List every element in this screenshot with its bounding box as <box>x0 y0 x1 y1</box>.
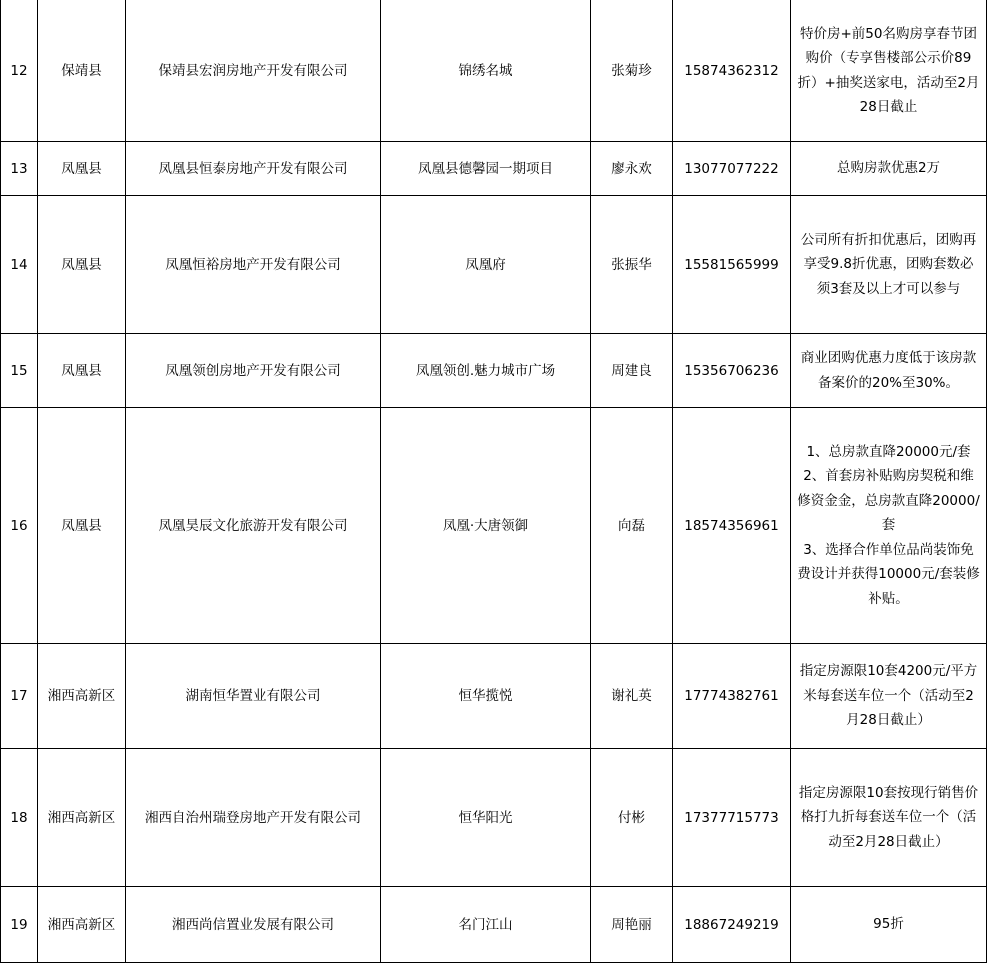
county-cell: 保靖县 <box>38 0 126 142</box>
project-cell: 锦绣名城 <box>381 0 591 142</box>
contact-cell: 周艳丽 <box>591 887 673 963</box>
contact-cell: 张菊珍 <box>591 0 673 142</box>
contact-cell: 付彬 <box>591 749 673 887</box>
company-cell: 湖南恒华置业有限公司 <box>126 644 381 749</box>
project-cell: 凤凰县德馨园一期项目 <box>381 142 591 196</box>
project-cell: 凤凰·大唐领御 <box>381 408 591 644</box>
project-cell: 凤凰领创.魅力城市广场 <box>381 334 591 408</box>
offer-cell: 1、总房款直降20000元/套 2、首套房补贴购房契税和维修资金金，总房款直降20000/套 3、选择合作单位品尚装饰免费设计并获得10000元/套装修补贴。 <box>791 408 987 644</box>
table-row <box>1 196 987 334</box>
company-cell: 湘西尚信置业发展有限公司 <box>126 887 381 963</box>
company-cell: 保靖县宏润房地产开发有限公司 <box>126 0 381 142</box>
row-number: 17 <box>1 644 38 749</box>
company-cell: 凤凰县恒泰房地产开发有限公司 <box>126 142 381 196</box>
phone-cell: 17377715773 <box>673 749 791 887</box>
project-cell: 名门江山 <box>381 887 591 963</box>
phone-cell: 17774382761 <box>673 644 791 749</box>
contact-cell: 向磊 <box>591 408 673 644</box>
row-number: 16 <box>1 408 38 644</box>
phone-cell: 13077077222 <box>673 142 791 196</box>
phone-cell: 18574356961 <box>673 408 791 644</box>
offer-cell: 95折 <box>791 887 987 963</box>
offer-cell: 指定房源限10套4200元/平方米每套送车位一个（活动至2月28日截止） <box>791 644 987 749</box>
table-row <box>1 644 987 749</box>
phone-cell: 15581565999 <box>673 196 791 334</box>
phone-cell: 18867249219 <box>673 887 791 963</box>
row-number: 14 <box>1 196 38 334</box>
county-cell: 凤凰县 <box>38 334 126 408</box>
offer-cell: 总购房款优惠2万 <box>791 142 987 196</box>
phone-cell: 15874362312 <box>673 0 791 142</box>
row-number: 12 <box>1 0 38 142</box>
row-number: 13 <box>1 142 38 196</box>
offer-cell: 特价房+前50名购房享春节团购价（专享售楼部公示价89折）+抽奖送家电，活动至2月28日截止 <box>791 0 987 142</box>
table-row <box>1 749 987 887</box>
county-cell: 湘西高新区 <box>38 887 126 963</box>
county-cell: 凤凰县 <box>38 142 126 196</box>
table-row <box>1 334 987 408</box>
company-cell: 凤凰昊辰文化旅游开发有限公司 <box>126 408 381 644</box>
contact-cell: 廖永欢 <box>591 142 673 196</box>
company-cell: 凤凰领创房地产开发有限公司 <box>126 334 381 408</box>
row-number: 15 <box>1 334 38 408</box>
contact-cell: 周建良 <box>591 334 673 408</box>
table-row <box>1 0 987 142</box>
table-row <box>1 408 987 644</box>
project-cell: 恒华揽悦 <box>381 644 591 749</box>
county-cell: 凤凰县 <box>38 408 126 644</box>
offer-cell: 公司所有折扣优惠后，团购再享受9.8折优惠，团购套数必须3套及以上才可以参与 <box>791 196 987 334</box>
project-cell: 凤凰府 <box>381 196 591 334</box>
offer-cell: 商业团购优惠力度低于该房款备案价的20%至30%。 <box>791 334 987 408</box>
offer-cell: 指定房源限10套按现行销售价格打九折每套送车位一个（活动至2月28日截止） <box>791 749 987 887</box>
phone-cell: 15356706236 <box>673 334 791 408</box>
row-number: 19 <box>1 887 38 963</box>
company-cell: 湘西自治州瑞登房地产开发有限公司 <box>126 749 381 887</box>
row-number: 18 <box>1 749 38 887</box>
contact-cell: 张振华 <box>591 196 673 334</box>
county-cell: 凤凰县 <box>38 196 126 334</box>
company-cell: 凤凰恒裕房地产开发有限公司 <box>126 196 381 334</box>
table-row <box>1 887 987 963</box>
project-cell: 恒华阳光 <box>381 749 591 887</box>
contact-cell: 谢礼英 <box>591 644 673 749</box>
table-row <box>1 142 987 196</box>
county-cell: 湘西高新区 <box>38 749 126 887</box>
county-cell: 湘西高新区 <box>38 644 126 749</box>
